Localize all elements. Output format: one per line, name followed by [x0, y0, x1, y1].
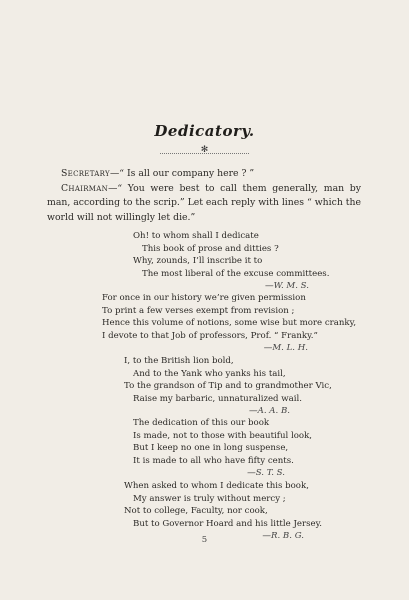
intro-line-2 — [47, 182, 361, 226]
stanza-line: My answer is truly without mercy ; — [133, 493, 286, 504]
stanza-line: The most liberal of the excuse committees. — [142, 268, 330, 279]
stanza-line: I, to the British lion bold, — [124, 356, 234, 366]
stanza-2 — [102, 292, 357, 355]
page-title: Dedicatory. — [154, 122, 255, 140]
stanza-line: Raise my barbaric, unnaturalized wail. — [133, 393, 302, 404]
stanza-5 — [124, 480, 323, 543]
stanza-line: To the grandson of Tip and to grandmother Vic, — [124, 381, 332, 392]
page-number: 5 — [201, 535, 208, 545]
stanza-line: Hence this volume of notions, some wise but more cranky, — [102, 318, 357, 329]
intro-dialogue — [47, 167, 361, 225]
intro-line-1 — [47, 167, 361, 182]
stanza-3 — [124, 355, 332, 418]
stanza-4 — [133, 417, 313, 480]
stanza-line: Not to college, Faculty, nor cook, — [124, 506, 268, 517]
stanza-line: Oh! to whom shall I dedicate — [133, 231, 259, 241]
signature: —S. T. S. — [247, 468, 285, 479]
speaker-secretary: Secretary — [61, 168, 110, 179]
stanza-line: When asked to whom I dedicate this book, — [124, 481, 309, 491]
stanza-line: Why, zounds, I’ll inscribe it to — [133, 256, 263, 267]
stanza-line: Is made, not to those with beautiful look, — [133, 430, 313, 441]
secretary-text: —“ Is all our company here ? ” — [109, 168, 255, 179]
stanza-1 — [133, 230, 330, 293]
signature: —R. B. G. — [262, 531, 304, 542]
stanza-line: For once in our history we’re given permission — [102, 293, 306, 303]
stanza-line: But to Governor Hoard and his little Jersey. — [133, 518, 323, 529]
signature: —M. L. H. — [263, 343, 308, 354]
stanza-line: To print a few verses exempt from revision ; — [102, 305, 295, 316]
stanza-line: But I keep no one in long suspense, — [133, 443, 289, 454]
ornament-icon: ✻ — [200, 145, 209, 155]
stanza-line: I devote to that Job of professors, Prof. “ Franky.” — [102, 330, 318, 341]
stanza-line: It is made to all who have fifty cents. — [133, 455, 294, 466]
signature: —W. M. S. — [265, 281, 309, 292]
stanza-line: This book of prose and ditties ? — [142, 243, 279, 254]
stanza-line: The dedication of this our book — [133, 418, 270, 428]
signature: —A. A. B. — [249, 406, 290, 417]
stanza-line: And to the Yank who yanks his tail, — [133, 368, 286, 379]
chairman-text: —“ You were best to call them generally, man by man, according to the scrip.” Let each reply with lines “ which the world will not willingly let die.” — [47, 182, 361, 223]
speaker-chairman: Chairman — [61, 182, 109, 194]
